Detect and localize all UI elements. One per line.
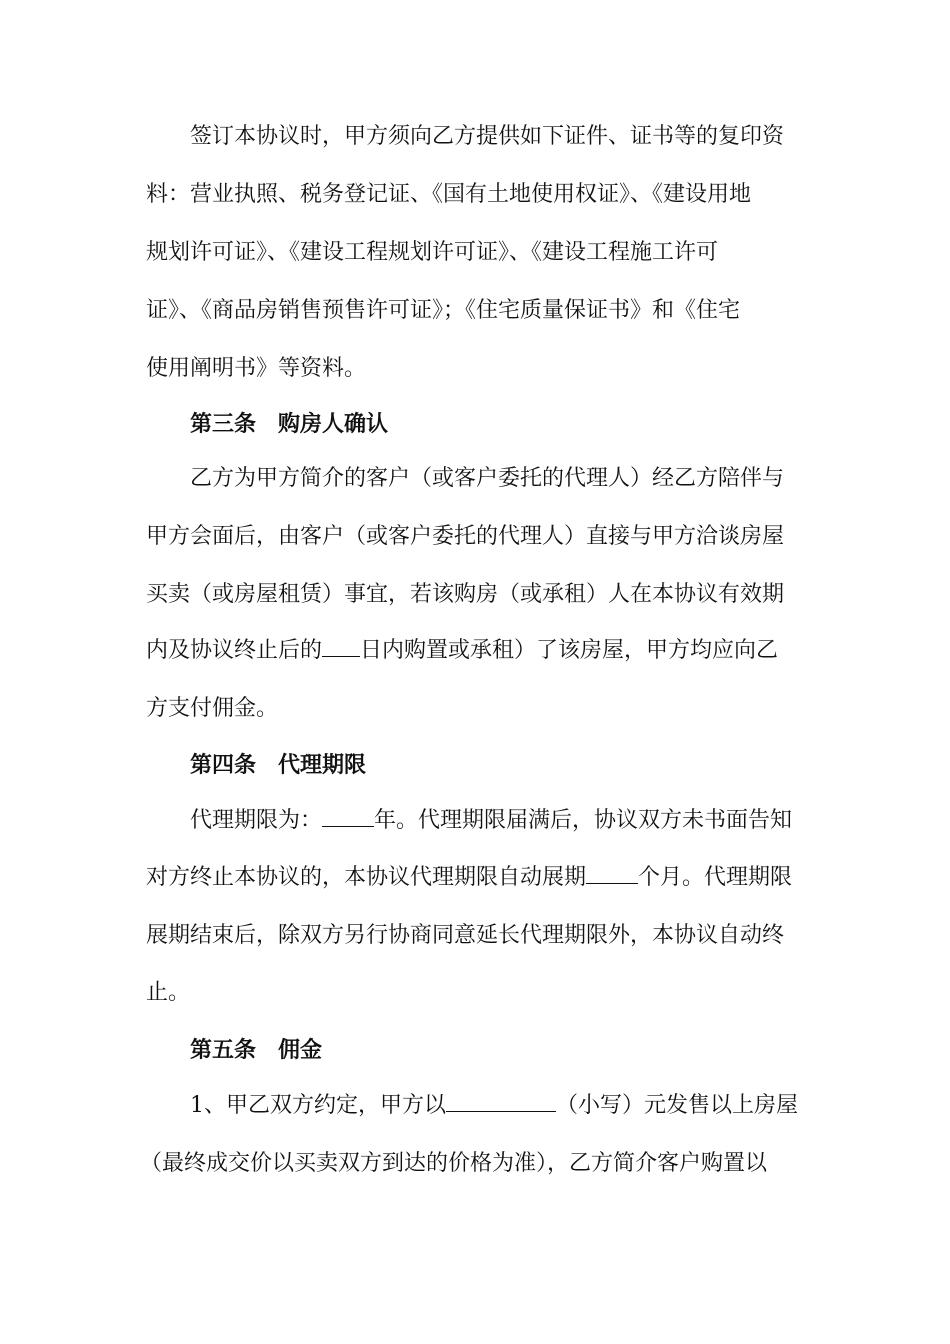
- paragraph-line: 展期结束后，除双方另行协商同意延长代理期限外，本协议自动终: [146, 923, 785, 948]
- paragraph-line: [146, 636, 950, 666]
- paragraph-line: 规划许可证》、《建设工程规划许可证》、《建设工程施工许可: [146, 240, 719, 265]
- fill-in-blank: [322, 806, 374, 827]
- text-segment: 个月。代理期限: [638, 865, 793, 890]
- text-segment: 代理期限为：: [190, 808, 323, 833]
- text-segment: 内及协议终止后的: [146, 638, 323, 663]
- paragraph-line: 止。: [146, 980, 191, 1005]
- paragraph-line: 使用阐明书》等资料。: [146, 356, 367, 381]
- text-segment: 日内购置或承租）了该房屋，甲方均应向乙: [360, 638, 779, 663]
- paragraph-line: （最终成交价以买卖双方到达的价格为准），乙方简介客户购置以: [140, 1151, 768, 1176]
- paragraph-line: 签订本协议时，甲方须向乙方提供如下证件、证书等的复印资: [190, 124, 785, 149]
- paragraph-line: [190, 1091, 950, 1121]
- text-segment: 1、甲乙双方约定，甲方以: [190, 1093, 446, 1118]
- article-5-heading: 第五条 佣金: [190, 1037, 323, 1063]
- paragraph-line: 料：营业执照、税务登记证、《国有土地使用权证》、《建设用地: [146, 182, 752, 207]
- article-4-heading: 第四条 代理期限: [190, 752, 367, 778]
- paragraph-line: 证》、《商品房销售预售许可证》；《住宅质量保证书》和《住宅: [146, 298, 741, 323]
- paragraph-line: 甲方会面后，由客户（或客户委托的代理人）直接与甲方洽谈房屋: [146, 524, 785, 549]
- paragraph-line: 方支付佣金。: [146, 696, 279, 721]
- text-segment: 对方终止本协议的，本协议代理期限自动展期: [146, 865, 587, 890]
- article-3-heading: 第三条 购房人确认: [190, 411, 389, 437]
- fill-in-blank: [446, 1091, 556, 1112]
- fill-in-blank: [586, 863, 638, 884]
- text-segment: （小写）元发售以上房屋: [556, 1093, 799, 1118]
- paragraph-line: 买卖（或房屋租赁）事宜，若该购房（或承租）人在本协议有效期: [146, 582, 785, 607]
- text-segment: 年。代理期限届满后，协议双方未书面告知: [374, 808, 793, 833]
- paragraph-line: 乙方为甲方简介的客户（或客户委托的代理人）经乙方陪伴与: [190, 466, 785, 491]
- fill-in-blank: [322, 636, 360, 657]
- paragraph-line: [146, 863, 950, 893]
- paragraph-line: [190, 806, 950, 836]
